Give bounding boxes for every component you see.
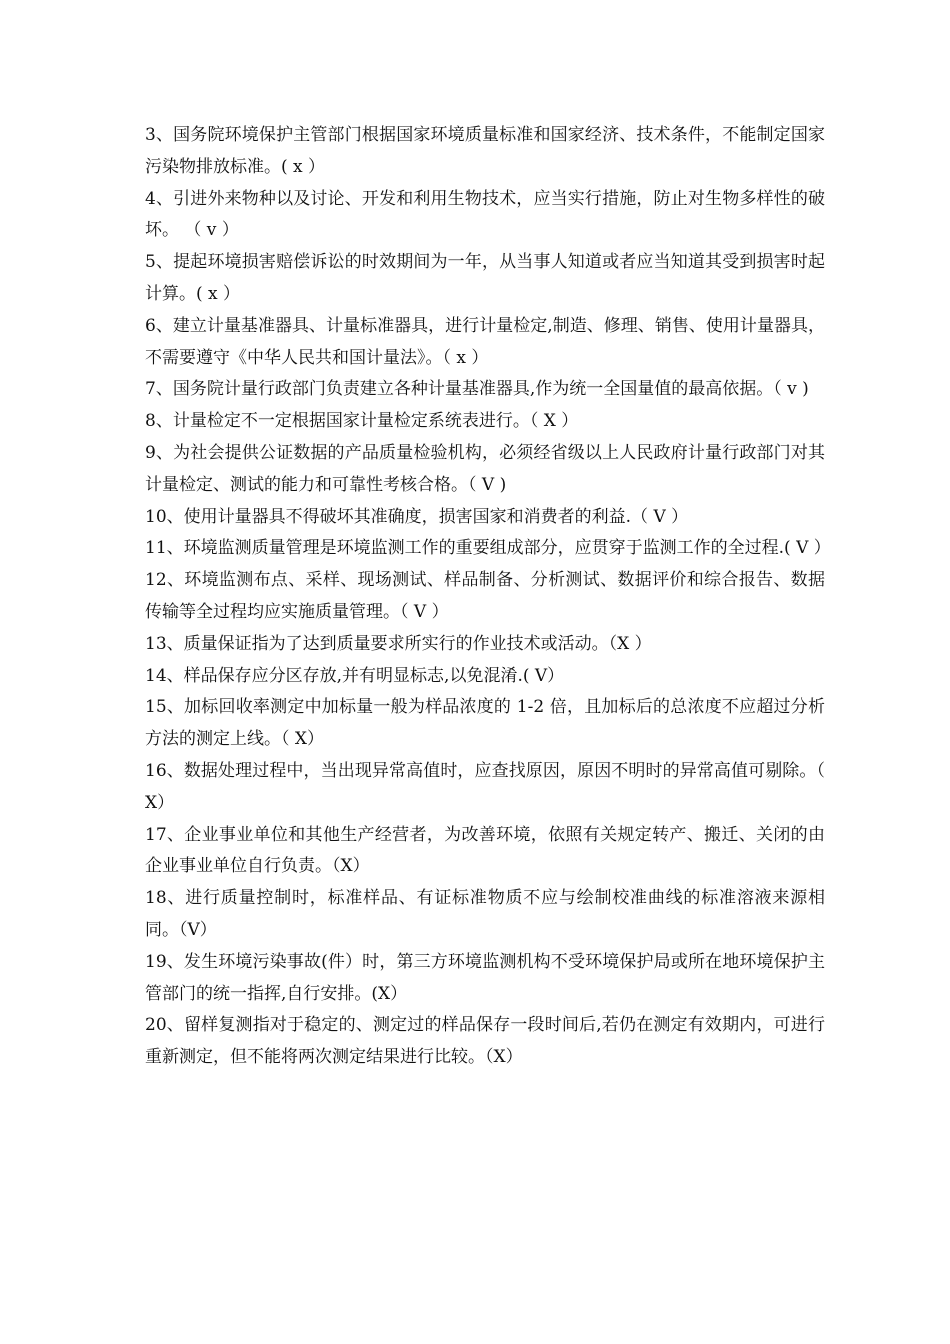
question-item-8: 8、计量检定不一定根据国家计量检定系统表进行。（ X ）: [145, 411, 579, 432]
question-item-7: 7、国务院计量行政部门负责建立各种计量基准器具,作为统一全国量值的最高依据。（ v ): [145, 379, 809, 400]
question-item-19: 19、发生环境污染事故(件）时，第三方环境监测机构不受环境保护局或所在地环境保护主管部门的统一指挥,自行安排。(X）: [145, 951, 825, 1004]
question-item-3: 3、国务院环境保护主管部门根据国家环境质量标准和国家经济、技术条件，不能制定国家污染物排放标准。( x ）: [145, 125, 825, 177]
question-item-9: 9、为社会提供公证数据的产品质量检验机构，必须经省级以上人民政府计量行政部门对其计量检定、测试的能力和可靠性考核合格。（ V ): [145, 442, 825, 495]
question-item-11: 11、环境监测质量管理是环境监测工作的重要组成部分，应贯穿于监测工作的全过程.( V ）: [145, 538, 831, 559]
question-item-15: 15、加标回收率测定中加标量一般为样品浓度的 1-2 倍，且加标后的总浓度不应超过分析方法的测定上线。（ X）: [145, 697, 825, 750]
question-item-4: 4、引进外来物种以及讨论、开发和利用生物技术，应当实行措施，防止对生物多样性的破坏。 （ v ）: [145, 188, 825, 241]
question-list: [145, 120, 831, 1074]
question-item-16: 16、数据处理过程中，当出现异常高值时，应查找原因，原因不明时的异常高值可剔除。（ X）: [145, 760, 825, 813]
question-item-10: 10、使用计量器具不得破坏其准确度，损害国家和消费者的利益.（ V ）: [145, 506, 689, 527]
question-item-12: 12、环境监测布点、采样、现场测试、样品制备、分析测试、数据评价和综合报告、数据传输等全过程均应实施质量管理。（ V ）: [145, 570, 825, 622]
question-item-6: 6、建立计量基准器具、计量标准器具，进行计量检定,制造、修理、销售、使用计量器具，不需要遵守《中华人民共和国计量法》。（ x ）: [145, 315, 825, 368]
question-item-5: 5、提起环境损害赔偿诉讼的时效期间为一年，从当事人知道或者应当知道其受到损害时起计算。( x ）: [145, 252, 825, 304]
question-item-13: 13、质量保证指为了达到质量要求所实行的作业技术或活动。（X ）: [145, 633, 652, 654]
question-item-18: 18、进行质量控制时，标准样品、有证标准物质不应与绘制校准曲线的标准溶液来源相同。（V）: [145, 888, 825, 940]
question-item-14: 14、样品保存应分区存放,并有明显标志,以免混淆.( V）: [145, 665, 565, 686]
question-item-20: 20、留样复测指对于稳定的、测定过的样品保存一段时间后,若仍在测定有效期内，可进行重新测定，但不能将两次测定结果进行比较。（X）: [145, 1015, 825, 1068]
question-item-17: 17、企业事业单位和其他生产经营者，为改善环境，依照有关规定转产、搬迁、关闭的由企业事业单位自行负责。（X）: [145, 824, 825, 877]
